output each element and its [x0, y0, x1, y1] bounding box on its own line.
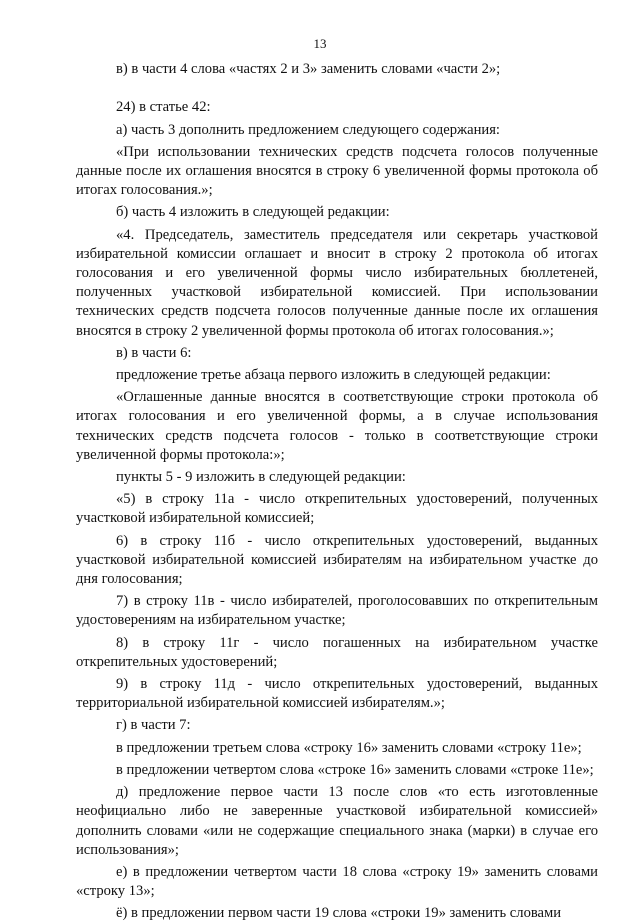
paragraph: в предложении третьем слова «строку 16» заменить словами «строку 11е»; — [116, 739, 582, 756]
paragraph: е) в предложении четвертом части 18 слова «строку 19» заменить словами «строку 13»; — [76, 863, 598, 900]
paragraph: «4. Председатель, заместитель председателя или секретарь участковой избирательной комиссии оглашает и вносит в строку 2 протокола об итогах голосования и его увеличенной формы число избирательных бюллетеней, полученных участковой избирательной комиссией. При использовании технических средств подсчета голосов полученные данные после их оглашения вносятся в строку 2 увеличенной формы протокола об итогах голосования.»; — [76, 226, 598, 339]
paragraph: «5) в строку 11а - число открепительных удостоверений, полученных участковой избирательной комиссией; — [76, 491, 598, 527]
paragraph: 6) в строку 11б - число открепительных удостоверений, выданных участковой избирательной комиссией избирателям на избирательном участке до дня голосования; — [76, 532, 598, 588]
paragraph: «При использовании технических средств подсчета голосов полученные данные после их оглашения вносятся в строку 6 увеличенной формы протокола об итогах голосования.»; — [76, 143, 598, 199]
paragraph: 7) в строку 11в - число избирателей, проголосовавших по открепительным удостоверениям на избирательном участке; — [76, 593, 598, 629]
paragraph: в) в части 4 слова «частях 2 и 3» заменить словами «части 2»; — [116, 61, 501, 77]
paragraph: б) часть 4 изложить в следующей редакции: — [116, 204, 390, 221]
paragraph: 9) в строку 11д - число открепительных удостоверений, выданных территориальной избирательной комиссией избирателям.»; — [76, 676, 598, 712]
paragraph: предложение третье абзаца первого изложить в следующей редакции: — [116, 367, 551, 384]
paragraph: г) в части 7: — [116, 717, 191, 734]
document-body — [76, 60, 598, 924]
paragraph: ё) в предложении первом части 19 слова «строки 19» заменить словами — [116, 905, 562, 922]
page-number: 13 — [313, 36, 327, 51]
paragraph: д) предложение первое части 13 после слов «то есть изготовленные неофициально либо не заверенные участковой избирательной комиссией» дополнить словами «или не содержащие специального знака (марки) в случае его использования»; — [76, 784, 598, 858]
paragraph: «Оглашенные данные вносятся в соответствующие строки протокола об итогах голосования и его увеличенной формы, а в случае использования технических средств подсчета голосов - только в соответствующие строки увеличенной формы протокола:»; — [76, 389, 598, 463]
paragraph: пункты 5 - 9 изложить в следующей редакции: — [116, 469, 406, 486]
paragraph: в предложении четвертом слова «строке 16» заменить словами «строке 11е»; — [116, 761, 594, 778]
paragraph: 24) в статье 42: — [116, 99, 211, 116]
paragraph: а) часть 3 дополнить предложением следующего содержания: — [116, 121, 500, 138]
paragraph: 8) в строку 11г - число погашенных на избирательном участке открепительных удостоверений; — [76, 634, 598, 670]
paragraph: в) в части 6: — [116, 344, 192, 361]
